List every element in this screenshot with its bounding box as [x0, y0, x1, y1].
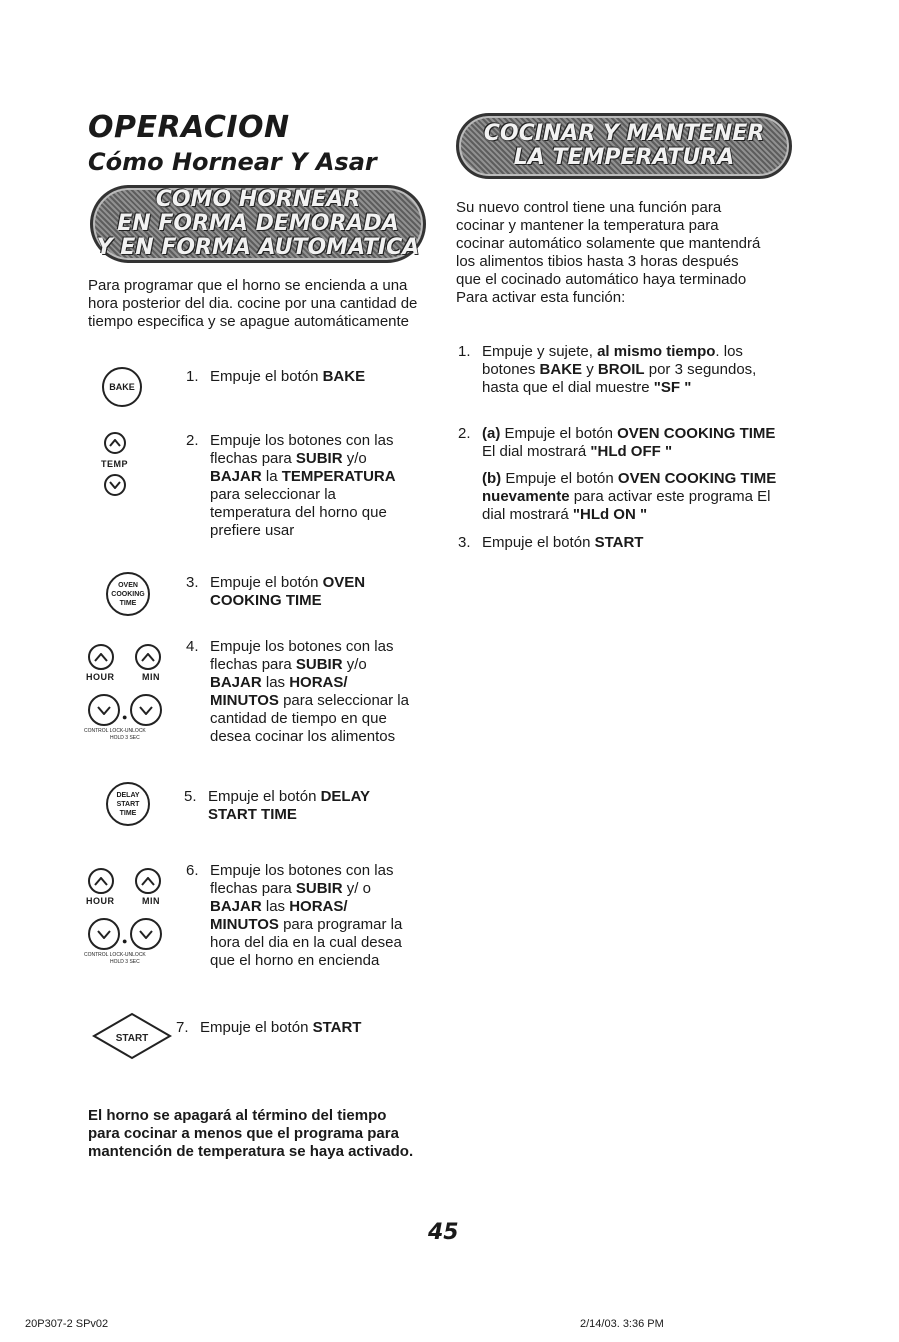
hour-down-arrow-icon — [88, 918, 120, 950]
min-down-arrow-icon — [130, 694, 162, 726]
min-up-arrow-icon — [135, 868, 161, 894]
step-number: 2. — [458, 425, 471, 442]
banner-line: COCINAR Y MANTENER — [483, 121, 765, 146]
icon-label: COOKING — [111, 590, 145, 598]
banner-line: LA TEMPERATURA — [513, 145, 735, 170]
banner-line: EN FORMA DEMORADA — [117, 211, 399, 236]
keep-warm-step-2b — [482, 470, 792, 524]
banner-keep-warm — [456, 113, 792, 179]
keep-warm-intro: Su nuevo control tiene una función para cocinar y mantener la temperatura para cocinar automático solamente que mantendrá los alimentos tibios hasta 3 horas después que el cocinado automático haya terminado Para activar esta función: — [456, 199, 761, 306]
step-text: Empuje los botones con las flechas para — [210, 432, 394, 467]
step-number: 3. — [458, 534, 471, 551]
step-text: Empuje el botón — [210, 368, 323, 385]
lock-icon: ● — [122, 712, 128, 722]
control-lock-label: CONTROL LOCK-UNLOCK — [84, 728, 146, 734]
step-5 — [184, 788, 408, 824]
step-keyword: BAJAR — [210, 468, 262, 485]
bake-label: BAKE — [109, 381, 135, 392]
bake-button-icon — [102, 367, 142, 407]
step-keyword: BAKE — [322, 368, 366, 385]
step-text: las — [261, 898, 290, 915]
step-keyword: "HLd ON " — [572, 506, 648, 523]
hour-label: HOUR — [86, 672, 115, 682]
step-text: la — [261, 468, 282, 485]
step-6 — [186, 862, 420, 970]
temp-label: TEMP — [101, 459, 129, 469]
step-keyword: "SF " — [653, 379, 692, 396]
keep-warm-step-3 — [458, 534, 782, 552]
start-label: START — [115, 1033, 149, 1044]
step-keyword: START — [594, 534, 644, 551]
step-text: Empuje el botón — [208, 788, 321, 805]
step-keyword: HORAS/ MINUTOS — [210, 674, 348, 709]
min-label: MIN — [142, 672, 160, 682]
step-keyword: START — [312, 1019, 362, 1036]
step-number: 6. — [186, 862, 199, 879]
step-7 — [176, 1019, 410, 1037]
step-keyword: DELAY START TIME — [208, 788, 370, 823]
min-up-arrow-icon — [135, 644, 161, 670]
icon-label: DELAY — [116, 791, 140, 799]
step-text: y/ o — [342, 880, 371, 897]
document-code: 20P307-2 SPv02 — [25, 1318, 109, 1330]
step-keyword: OVEN COOKING TIME — [210, 574, 366, 609]
hour-down-arrow-icon — [88, 694, 120, 726]
step-1 — [186, 368, 410, 386]
step-keyword: "HLd OFF " — [590, 443, 673, 460]
step-number: 2. — [186, 432, 199, 449]
step-text: Empuje y sujete, — [482, 343, 598, 360]
step-keyword: BROIL — [597, 361, 645, 378]
step-keyword: al mismo tiempo — [597, 343, 716, 360]
shutoff-note: El horno se apagará al término del tiempo para cocinar a menos que el programa para mantención de temperatura se haya activado. — [88, 1107, 414, 1160]
step-text: y/o — [342, 656, 367, 673]
hold-label: HOLD 3 SEC — [110, 959, 140, 965]
step-text: las — [261, 674, 290, 691]
icon-label: TIME — [119, 809, 137, 817]
step-text: Empuje los botones con las flechas para — [210, 638, 394, 673]
step-2 — [186, 432, 415, 540]
icon-label: START — [116, 800, 140, 808]
step-keyword: HORAS/ MINUTOS — [210, 898, 348, 933]
intro-paragraph: Para programar que el horno se encienda a una hora posterior del dia. cocine por una cantidad de tiempo especifica y se apague automáticamente — [88, 277, 418, 330]
step-text: Empuje el botón — [210, 574, 323, 591]
min-label: MIN — [142, 896, 160, 906]
step-text: para programar la hora del dia en la cual desea que el horno en encienda — [210, 916, 403, 969]
step-text: y/o — [342, 450, 367, 467]
step-text: Empuje el botón — [501, 470, 618, 487]
section-title: OPERACION — [88, 110, 290, 145]
substep-tag: (b) — [482, 470, 502, 487]
keep-warm-step-2a — [458, 425, 792, 461]
step-text: Empuje el botón — [482, 534, 595, 551]
step-keyword: OVEN COOKING TIME nuevamente — [482, 470, 777, 505]
step-text: y — [582, 361, 598, 378]
step-text: Empuje los botones con las flechas para — [210, 862, 394, 897]
step-text: El dial mostrará — [482, 443, 591, 460]
delay-start-time-button-icon — [106, 782, 150, 826]
temp-down-arrow-icon — [104, 474, 126, 496]
hour-up-arrow-icon — [88, 644, 114, 670]
step-number: 1. — [458, 343, 471, 360]
step-keyword: BAKE — [539, 361, 583, 378]
banner-delayed-baking — [90, 185, 426, 263]
min-down-arrow-icon — [130, 918, 162, 950]
step-text: Empuje el botón — [200, 1019, 313, 1036]
step-number: 7. — [176, 1019, 189, 1036]
step-text: para seleccionar la temperatura del horno que prefiere usar — [210, 486, 387, 539]
oven-cooking-time-button-icon — [106, 572, 150, 616]
banner-line: Y EN FORMA AUTOMATICA — [96, 235, 420, 260]
step-keyword: BAJAR — [210, 898, 262, 915]
step-keyword: SUBIR — [295, 656, 343, 673]
start-button-icon — [92, 1012, 172, 1060]
lock-icon: ● — [122, 936, 128, 946]
step-text: por 3 segundos, hasta que el dial muestre — [482, 361, 757, 396]
step-keyword: OVEN COOKING TIME — [617, 425, 776, 442]
step-text: para activar este programa El dial mostrará — [482, 488, 771, 523]
step-number: 1. — [186, 368, 199, 385]
section-subtitle: Cómo Hornear Y Asar — [88, 148, 377, 176]
hour-label: HOUR — [86, 896, 115, 906]
step-text: para seleccionar la cantidad de tiempo en que desea cocinar los alimentos — [210, 692, 409, 745]
control-lock-label: CONTROL LOCK-UNLOCK — [84, 952, 146, 958]
icon-label: OVEN — [118, 581, 138, 589]
banner-line: COMO HORNEAR — [155, 187, 361, 212]
step-keyword: SUBIR — [295, 450, 343, 467]
step-number: 4. — [186, 638, 199, 655]
step-number: 3. — [186, 574, 199, 591]
step-keyword: SUBIR — [295, 880, 343, 897]
step-keyword: BAJAR — [210, 674, 262, 691]
print-timestamp: 2/14/03. 3:36 PM — [580, 1318, 664, 1330]
step-text: . los botones — [482, 343, 743, 378]
step-text: Empuje el botón — [500, 425, 618, 442]
step-number: 5. — [184, 788, 197, 805]
keep-warm-step-1 — [458, 343, 782, 397]
step-3 — [186, 574, 410, 610]
hour-up-arrow-icon — [88, 868, 114, 894]
step-keyword: TEMPERATURA — [281, 468, 396, 485]
step-4 — [186, 638, 410, 746]
substep-tag: (a) — [482, 425, 501, 442]
page-number: 45 — [428, 1220, 459, 1245]
icon-label: TIME — [119, 599, 137, 607]
temp-up-arrow-icon — [104, 432, 126, 454]
hold-label: HOLD 3 SEC — [110, 735, 140, 741]
